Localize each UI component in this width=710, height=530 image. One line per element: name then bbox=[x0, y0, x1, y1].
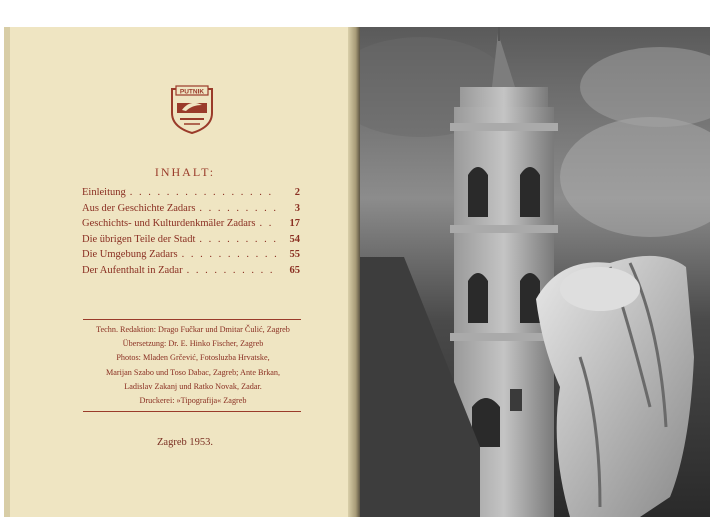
toc-entry-label: Die übrigen Teile der Stadt bbox=[82, 233, 196, 245]
toc-leader-dots bbox=[256, 218, 279, 229]
toc-entry[interactable] bbox=[82, 265, 300, 281]
left-page bbox=[4, 27, 354, 517]
putnik-logo bbox=[168, 83, 216, 135]
toc-entry-label: Geschichts- und Kulturdenkmäler Zadars bbox=[82, 218, 256, 229]
toc-entry-label: Die Umgebung Zadars bbox=[82, 249, 178, 260]
imprint-place-year: Zagreb 1953. bbox=[157, 437, 213, 448]
credits-line: Druckerei: »Tipografija« Zagreb bbox=[139, 396, 247, 406]
toc-entry[interactable] bbox=[82, 234, 300, 250]
toc-leader-dots bbox=[183, 265, 278, 276]
toc-entry-label: Aus der Geschichte Zadars bbox=[82, 202, 196, 214]
logo-text: PUTNIK bbox=[179, 88, 205, 96]
right-page-photo bbox=[360, 27, 710, 517]
toc-leader-dots bbox=[178, 249, 278, 260]
toc-entry-page: 3 bbox=[294, 202, 300, 214]
divider-top bbox=[83, 319, 301, 320]
toc-leader-dots bbox=[195, 234, 278, 245]
toc-entry[interactable] bbox=[82, 218, 300, 234]
toc-entry-page: 17 bbox=[289, 218, 300, 229]
toc-entry-page: 2 bbox=[294, 187, 300, 198]
toc-entry-page: 54 bbox=[289, 233, 300, 245]
credits-line: Übersetzung: Dr. E. Hinko Fischer, Zagreb bbox=[122, 339, 264, 349]
credits-block bbox=[70, 323, 316, 408]
toc-entry-page: 55 bbox=[289, 249, 300, 260]
table-of-contents bbox=[82, 187, 300, 280]
open-book bbox=[4, 27, 710, 517]
divider-bottom bbox=[83, 411, 301, 412]
credits-line: Techn. Redaktion: Drago Fučkar und Dmitar Čulić, Zagreb bbox=[96, 325, 290, 334]
toc-entry-label: Einleitung bbox=[82, 187, 126, 198]
toc-entry-page: 65 bbox=[289, 264, 300, 276]
bell-tower-photo bbox=[360, 27, 710, 517]
credits-line: Photos: Mladen Grčević, Fotosluzba Hrvatske, bbox=[116, 353, 270, 363]
toc-title: INHALT: bbox=[154, 165, 216, 179]
toc-leader-dots bbox=[195, 203, 278, 214]
toc-entry[interactable] bbox=[82, 249, 300, 265]
toc-leader-dots bbox=[126, 187, 278, 198]
credits-line: Ladislav Zakanj und Ratko Novak, Zadar. bbox=[124, 381, 262, 391]
toc-entry-label: Der Aufenthalt in Zadar bbox=[82, 264, 183, 276]
credits-line: Marijan Szabo und Toso Dabac, Zagreb; Ante Brkan, bbox=[105, 367, 281, 377]
toc-entry[interactable] bbox=[82, 187, 300, 203]
toc-entry[interactable] bbox=[82, 203, 300, 219]
